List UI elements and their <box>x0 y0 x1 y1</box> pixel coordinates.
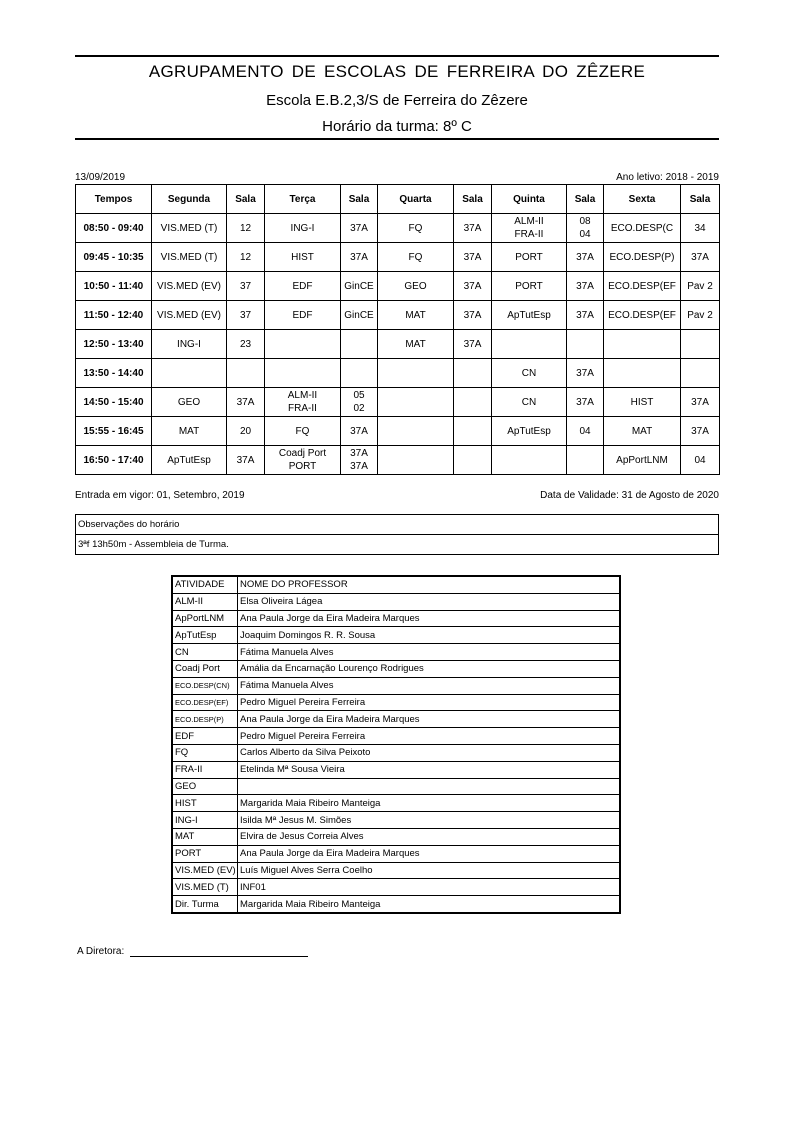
teacher-row <box>172 610 620 627</box>
activity-code: ApPortLNM <box>172 610 238 627</box>
teacher-row <box>172 728 620 745</box>
schedule-header-cell: Sala <box>454 185 492 214</box>
header-rule <box>75 138 719 140</box>
room-cell <box>681 359 720 388</box>
room-cell: 37A <box>454 301 492 330</box>
activity-code: MAT <box>172 828 238 845</box>
activity-code: FQ <box>172 744 238 761</box>
subject-cell: CN <box>492 359 567 388</box>
subject-cell <box>378 359 454 388</box>
time-slot: 14:50 - 15:40 <box>76 388 152 417</box>
subject-cell: ECO.DESP(P) <box>604 243 681 272</box>
subject-cell: VIS.MED (EV) <box>152 272 227 301</box>
room-cell <box>341 330 378 359</box>
teachers-header-cell: ATIVIDADE <box>172 576 238 593</box>
schedule-header-cell: Sala <box>567 185 604 214</box>
room-cell: GinCE <box>341 301 378 330</box>
teacher-name: Ana Paula Jorge da Eira Madeira Marques <box>238 610 621 627</box>
schedule-header-cell: Sala <box>341 185 378 214</box>
teacher-row <box>172 644 620 661</box>
time-slot: 09:45 - 10:35 <box>76 243 152 272</box>
room-cell: 37A <box>567 388 604 417</box>
room-cell <box>681 330 720 359</box>
teachers-header-row <box>172 576 620 593</box>
activity-code: FRA-II <box>172 761 238 778</box>
teacher-row <box>172 711 620 728</box>
school-year: Ano letivo: 2018 - 2019 <box>616 172 719 183</box>
room-cell: 12 <box>227 243 265 272</box>
subject-cell: MAT <box>378 301 454 330</box>
room-cell: 37A <box>227 388 265 417</box>
teachers-header-cell: NOME DO PROFESSOR <box>238 576 621 593</box>
activity-code: ECO.DESP(P) <box>172 711 238 728</box>
room-cell: Pav 2 <box>681 301 720 330</box>
subject-cell: ApPortLNM <box>604 446 681 475</box>
subject-cell: EDF <box>265 301 341 330</box>
activity-code: CN <box>172 644 238 661</box>
activity-code: ALM-II <box>172 593 238 610</box>
organization-title: AGRUPAMENTO DE ESCOLAS DE FERREIRA DO ZÊZERE <box>148 62 646 81</box>
subject-cell: ECO.DESP(C <box>604 214 681 243</box>
schedule-row <box>76 272 720 301</box>
school-name: Escola E.B.2,3/S de Ferreira do Zêzere <box>266 92 528 109</box>
room-cell <box>227 359 265 388</box>
teacher-name: Elvira de Jesus Correia Alves <box>238 828 621 845</box>
room-cell: 37A <box>567 272 604 301</box>
schedule-header-cell: Sala <box>681 185 720 214</box>
room-cell <box>567 446 604 475</box>
activity-code: ECO.DESP(CN) <box>172 677 238 694</box>
subject-cell: EDF <box>265 272 341 301</box>
subject-cell: HIST <box>265 243 341 272</box>
room-cell: 37A <box>341 243 378 272</box>
teacher-name: Amália da Encarnação Lourenço Rodrigues <box>238 660 621 677</box>
teacher-row <box>172 744 620 761</box>
activity-code: VIS.MED (T) <box>172 879 238 896</box>
top-rule <box>75 55 719 57</box>
subject-cell: VIS.MED (T) <box>152 243 227 272</box>
subject-cell <box>265 330 341 359</box>
schedule-row <box>76 330 720 359</box>
room-cell: 37A <box>681 388 720 417</box>
teacher-name <box>238 778 621 795</box>
teacher-row <box>172 677 620 694</box>
validity-date: Data de Validade: 31 de Agosto de 2020 <box>540 490 719 501</box>
teacher-row <box>172 694 620 711</box>
schedule-row <box>76 243 720 272</box>
room-cell <box>454 417 492 446</box>
subject-cell: VIS.MED (T) <box>152 214 227 243</box>
observations-text: 3ªf 13h50m - Assembleia de Turma. <box>76 535 719 555</box>
teacher-row <box>172 879 620 896</box>
teacher-name: Pedro Miguel Pereira Ferreira <box>238 694 621 711</box>
room-cell: 37A <box>454 272 492 301</box>
schedule-header-cell: Quarta <box>378 185 454 214</box>
room-cell: 37A <box>454 330 492 359</box>
subject-cell <box>604 330 681 359</box>
subject-cell: Coadj Port PORT <box>265 446 341 475</box>
teacher-row <box>172 896 620 913</box>
room-cell <box>454 446 492 475</box>
schedule-header-cell: Terça <box>265 185 341 214</box>
teacher-row <box>172 845 620 862</box>
subject-cell: GEO <box>152 388 227 417</box>
room-cell: 23 <box>227 330 265 359</box>
schedule-table <box>75 184 720 475</box>
subject-cell: ApTutEsp <box>152 446 227 475</box>
teacher-name: Ana Paula Jorge da Eira Madeira Marques <box>238 845 621 862</box>
room-cell: 37A <box>567 359 604 388</box>
room-cell <box>454 388 492 417</box>
subject-cell: VIS.MED (EV) <box>152 301 227 330</box>
schedule-header-cell: Segunda <box>152 185 227 214</box>
schedule-row <box>76 417 720 446</box>
subject-cell: CN <box>492 388 567 417</box>
room-cell <box>454 359 492 388</box>
room-cell: 04 <box>567 417 604 446</box>
subject-cell: MAT <box>378 330 454 359</box>
subject-cell <box>378 417 454 446</box>
subject-cell <box>378 446 454 475</box>
subject-cell: ALM-II FRA-II <box>265 388 341 417</box>
room-cell: 08 04 <box>567 214 604 243</box>
teacher-name: Carlos Alberto da Silva Peixoto <box>238 744 621 761</box>
room-cell: 05 02 <box>341 388 378 417</box>
room-cell: 20 <box>227 417 265 446</box>
subject-cell <box>378 388 454 417</box>
room-cell: 37A <box>681 417 720 446</box>
subject-cell: ING-I <box>265 214 341 243</box>
teacher-row <box>172 761 620 778</box>
teacher-name: Joaquim Domingos R. R. Sousa <box>238 627 621 644</box>
room-cell <box>567 330 604 359</box>
teacher-row <box>172 660 620 677</box>
room-cell: Pav 2 <box>681 272 720 301</box>
room-cell: 37A <box>341 417 378 446</box>
schedule-header-row <box>76 185 720 214</box>
subject-cell: ING-I <box>152 330 227 359</box>
schedule-row <box>76 446 720 475</box>
room-cell: 12 <box>227 214 265 243</box>
teacher-row <box>172 593 620 610</box>
subject-cell: HIST <box>604 388 681 417</box>
schedule-header-cell: Sexta <box>604 185 681 214</box>
activity-code: GEO <box>172 778 238 795</box>
activity-code: ECO.DESP(EF) <box>172 694 238 711</box>
subject-cell: PORT <box>492 243 567 272</box>
teacher-name: Fátima Manuela Alves <box>238 677 621 694</box>
schedule-row <box>76 301 720 330</box>
teacher-row <box>172 795 620 812</box>
subject-cell <box>265 359 341 388</box>
room-cell: 37A <box>454 214 492 243</box>
time-slot: 16:50 - 17:40 <box>76 446 152 475</box>
room-cell: 37A <box>341 214 378 243</box>
signature-label: A Diretora: <box>77 946 125 957</box>
time-slot: 13:50 - 14:40 <box>76 359 152 388</box>
room-cell: 37A <box>681 243 720 272</box>
class-title: Horário da turma: 8º C <box>322 118 472 135</box>
time-slot: 15:55 - 16:45 <box>76 417 152 446</box>
activity-code: Dir. Turma <box>172 896 238 913</box>
subject-cell: GEO <box>378 272 454 301</box>
subject-cell <box>492 446 567 475</box>
subject-cell: FQ <box>378 214 454 243</box>
time-slot: 12:50 - 13:40 <box>76 330 152 359</box>
subject-cell: ECO.DESP(EF <box>604 301 681 330</box>
teachers-table <box>171 575 621 914</box>
subject-cell <box>152 359 227 388</box>
subject-cell <box>604 359 681 388</box>
teacher-name: INF01 <box>238 879 621 896</box>
subject-cell: FQ <box>265 417 341 446</box>
activity-code: EDF <box>172 728 238 745</box>
room-cell: 37A <box>454 243 492 272</box>
teacher-name: Pedro Miguel Pereira Ferreira <box>238 728 621 745</box>
subject-cell: ALM-II FRA-II <box>492 214 567 243</box>
teacher-name: Ana Paula Jorge da Eira Madeira Marques <box>238 711 621 728</box>
activity-code: ING-I <box>172 812 238 829</box>
teacher-name: Isilda Mª Jesus M. Simões <box>238 812 621 829</box>
teacher-name: Fátima Manuela Alves <box>238 644 621 661</box>
subject-cell: ApTutEsp <box>492 301 567 330</box>
activity-code: Coadj Port <box>172 660 238 677</box>
teacher-row <box>172 778 620 795</box>
subject-cell: ECO.DESP(EF <box>604 272 681 301</box>
schedule-row <box>76 359 720 388</box>
time-slot: 10:50 - 11:40 <box>76 272 152 301</box>
schedule-row <box>76 214 720 243</box>
teacher-name: Luís Miguel Alves Serra Coelho <box>238 862 621 879</box>
room-cell: 04 <box>681 446 720 475</box>
teacher-row <box>172 862 620 879</box>
subject-cell: MAT <box>604 417 681 446</box>
room-cell: 37A <box>227 446 265 475</box>
teacher-name: Elsa Oliveira Lágea <box>238 593 621 610</box>
room-cell: 37 <box>227 272 265 301</box>
subject-cell: ApTutEsp <box>492 417 567 446</box>
activity-code: VIS.MED (EV) <box>172 862 238 879</box>
subject-cell: FQ <box>378 243 454 272</box>
schedule-header-cell: Quinta <box>492 185 567 214</box>
effective-date: Entrada em vigor: 01, Setembro, 2019 <box>75 490 245 501</box>
time-slot: 08:50 - 09:40 <box>76 214 152 243</box>
observations-title: Observações do horário <box>76 515 719 535</box>
teacher-row <box>172 812 620 829</box>
subject-cell <box>492 330 567 359</box>
print-date: 13/09/2019 <box>75 172 126 183</box>
schedule-row <box>76 388 720 417</box>
signature-line <box>130 956 308 957</box>
schedule-header-cell: Sala <box>227 185 265 214</box>
teacher-row <box>172 828 620 845</box>
time-slot: 11:50 - 12:40 <box>76 301 152 330</box>
room-cell: 37 <box>227 301 265 330</box>
activity-code: HIST <box>172 795 238 812</box>
teacher-row <box>172 627 620 644</box>
schedule-header-cell: Tempos <box>76 185 152 214</box>
room-cell: 34 <box>681 214 720 243</box>
observations-table <box>75 514 719 555</box>
subject-cell: MAT <box>152 417 227 446</box>
activity-code: PORT <box>172 845 238 862</box>
room-cell: 37A <box>567 301 604 330</box>
room-cell: 37A <box>567 243 604 272</box>
room-cell: 37A 37A <box>341 446 378 475</box>
subject-cell: PORT <box>492 272 567 301</box>
room-cell <box>341 359 378 388</box>
teacher-name: Etelinda Mª Sousa Vieira <box>238 761 621 778</box>
activity-code: ApTutEsp <box>172 627 238 644</box>
teacher-name: Margarida Maia Ribeiro Manteiga <box>238 896 621 913</box>
room-cell: GinCE <box>341 272 378 301</box>
teacher-name: Margarida Maia Ribeiro Manteiga <box>238 795 621 812</box>
